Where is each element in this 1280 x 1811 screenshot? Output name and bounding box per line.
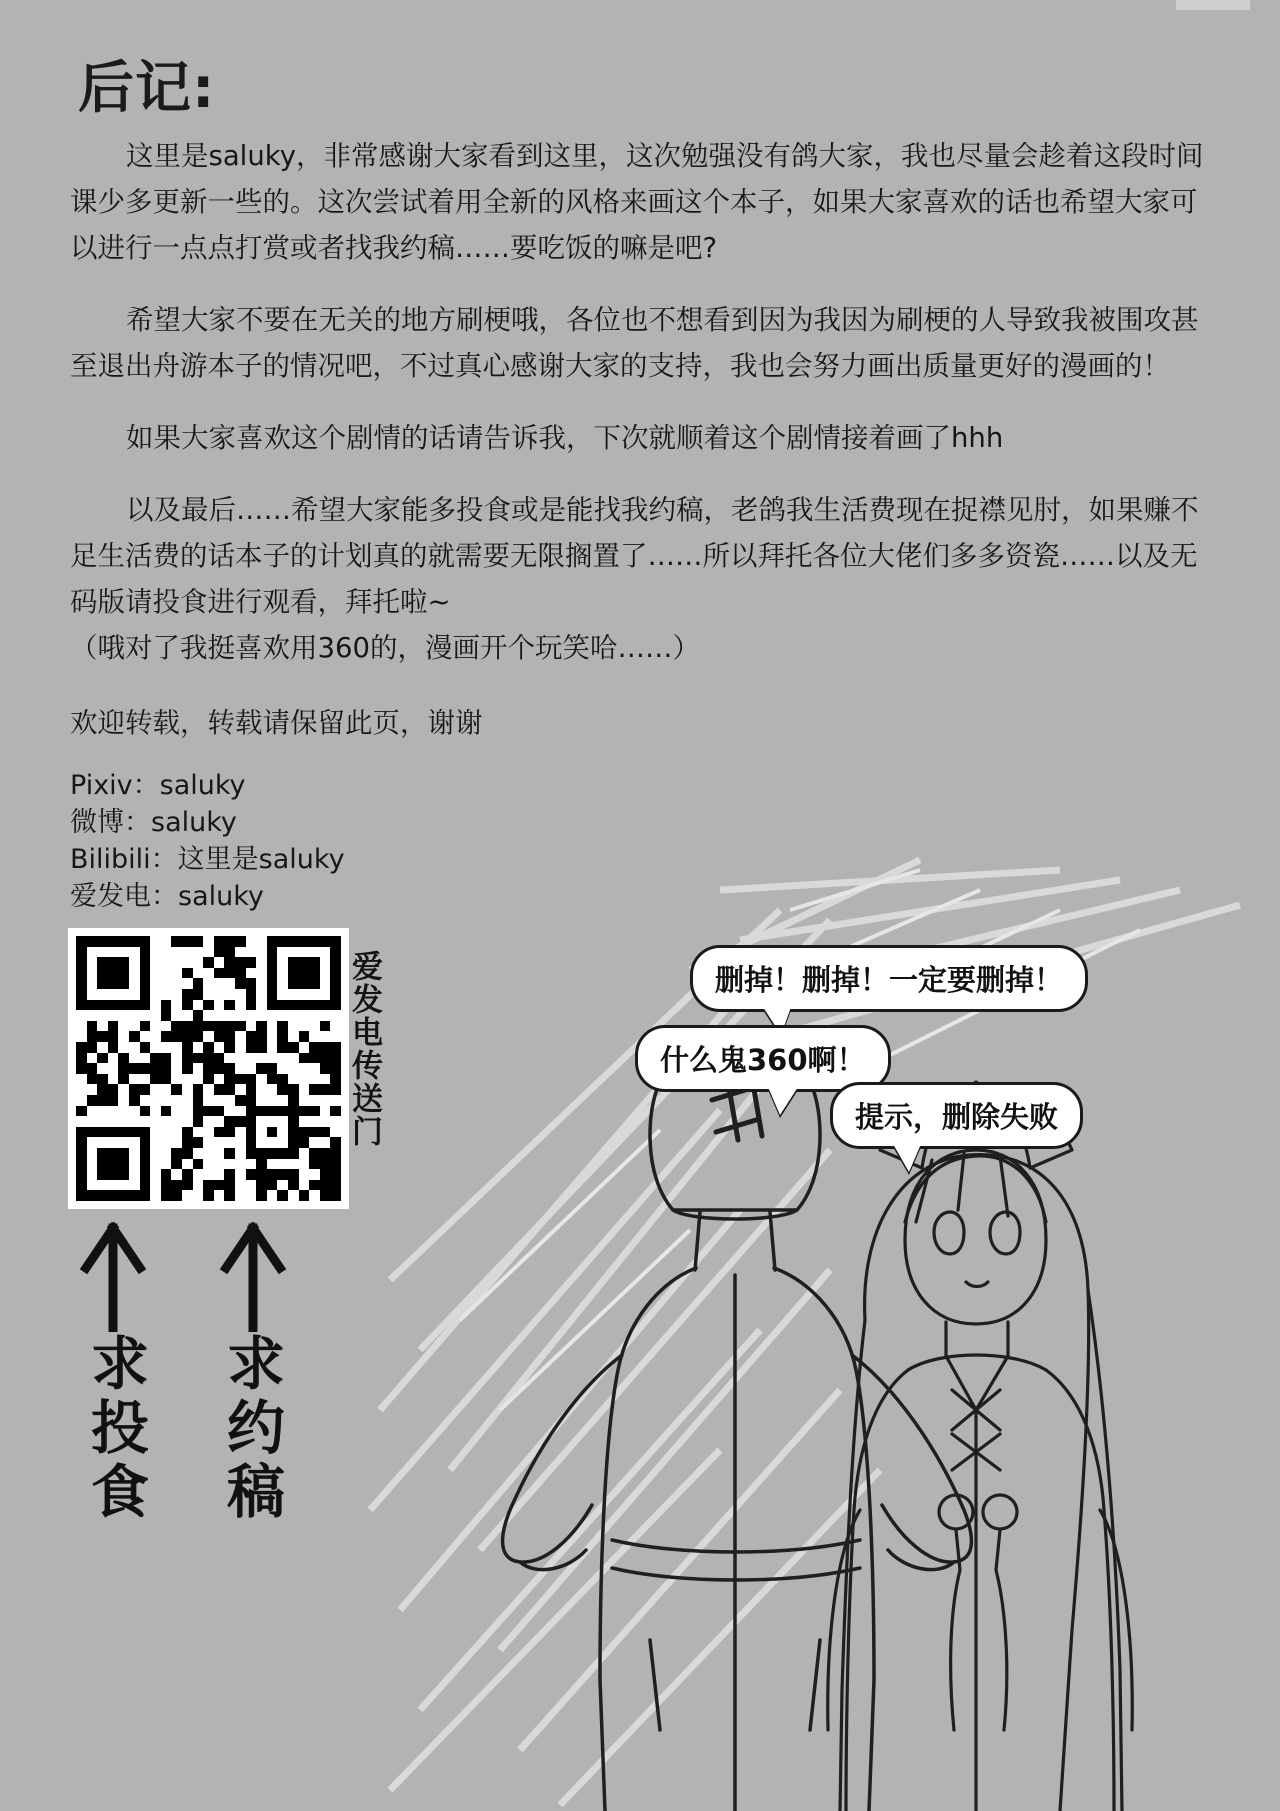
- paragraph-4: 以及最后……希望大家能多投食或是能找我约稿，老鸽我生活费现在捉襟见肘，如果赚不足生活费的话本子的计划真的就需要无限搁置了……所以拜托各位大佬们多多资瓷……以及无码版请投食进行观看，拜托啦~: [70, 494, 1199, 618]
- link-pixiv: Pixiv：saluky: [70, 770, 246, 801]
- up-arrow-icon-right: [218, 1222, 288, 1332]
- qr-code: [68, 928, 349, 1209]
- speech-bubble-failed: [830, 1082, 1083, 1149]
- arrow-label-commission: 求约稿: [217, 1333, 285, 1525]
- bubble-tail-icon: [893, 1144, 921, 1172]
- link-weibo: 微博：saluky: [70, 807, 237, 838]
- qr-code-label: 爱发电传送门: [346, 950, 382, 1148]
- joke-line: （哦对了我挺喜欢用360的，漫画开个玩笑哈……）: [70, 632, 700, 664]
- bubble-tail-icon: [768, 1087, 798, 1115]
- contact-links: [70, 767, 345, 915]
- page-title: 后记:: [78, 56, 216, 121]
- repost-notice: 欢迎转载，转载请保留此页，谢谢: [70, 707, 483, 739]
- speech-bubble-delete: [690, 945, 1088, 1012]
- speech-bubble-failed-text: 提示，删除失败: [855, 1100, 1059, 1134]
- arrow-label-donate: 求投食: [81, 1333, 149, 1525]
- link-afdian: 爱发电：saluky: [70, 881, 264, 912]
- up-arrow-icon-left: [78, 1222, 148, 1332]
- link-bilibili: Bilibili：这里是saluky: [70, 844, 345, 875]
- speech-bubble-360-text: 什么鬼360啊！: [660, 1043, 866, 1077]
- illustration: [360, 850, 1280, 1811]
- afterword-body: [70, 133, 1210, 697]
- paragraph-1: 这里是saluky，非常感谢大家看到这里，这次勉强没有鸽大家，我也尽量会趁着这段时间课少多更新一些的。这次尝试着用全新的风格来画这个本子，如果大家喜欢的话也希望大家可以进行一点点打赏或者找我约稿……要吃饭的嘛是吧?: [70, 140, 1204, 264]
- paragraph-2: 希望大家不要在无关的地方刷梗哦，各位也不想看到因为我因为刷梗的人导致我被围攻甚至退出舟游本子的情况吧，不过真心感谢大家的支持，我也会努力画出质量更好的漫画的！: [70, 304, 1199, 382]
- paragraph-3: 如果大家喜欢这个剧情的话请告诉我，下次就顺着这个剧情接着画了hhh: [126, 422, 1004, 454]
- speech-bubble-delete-text: 删掉！删掉！一定要删掉！: [715, 963, 1064, 997]
